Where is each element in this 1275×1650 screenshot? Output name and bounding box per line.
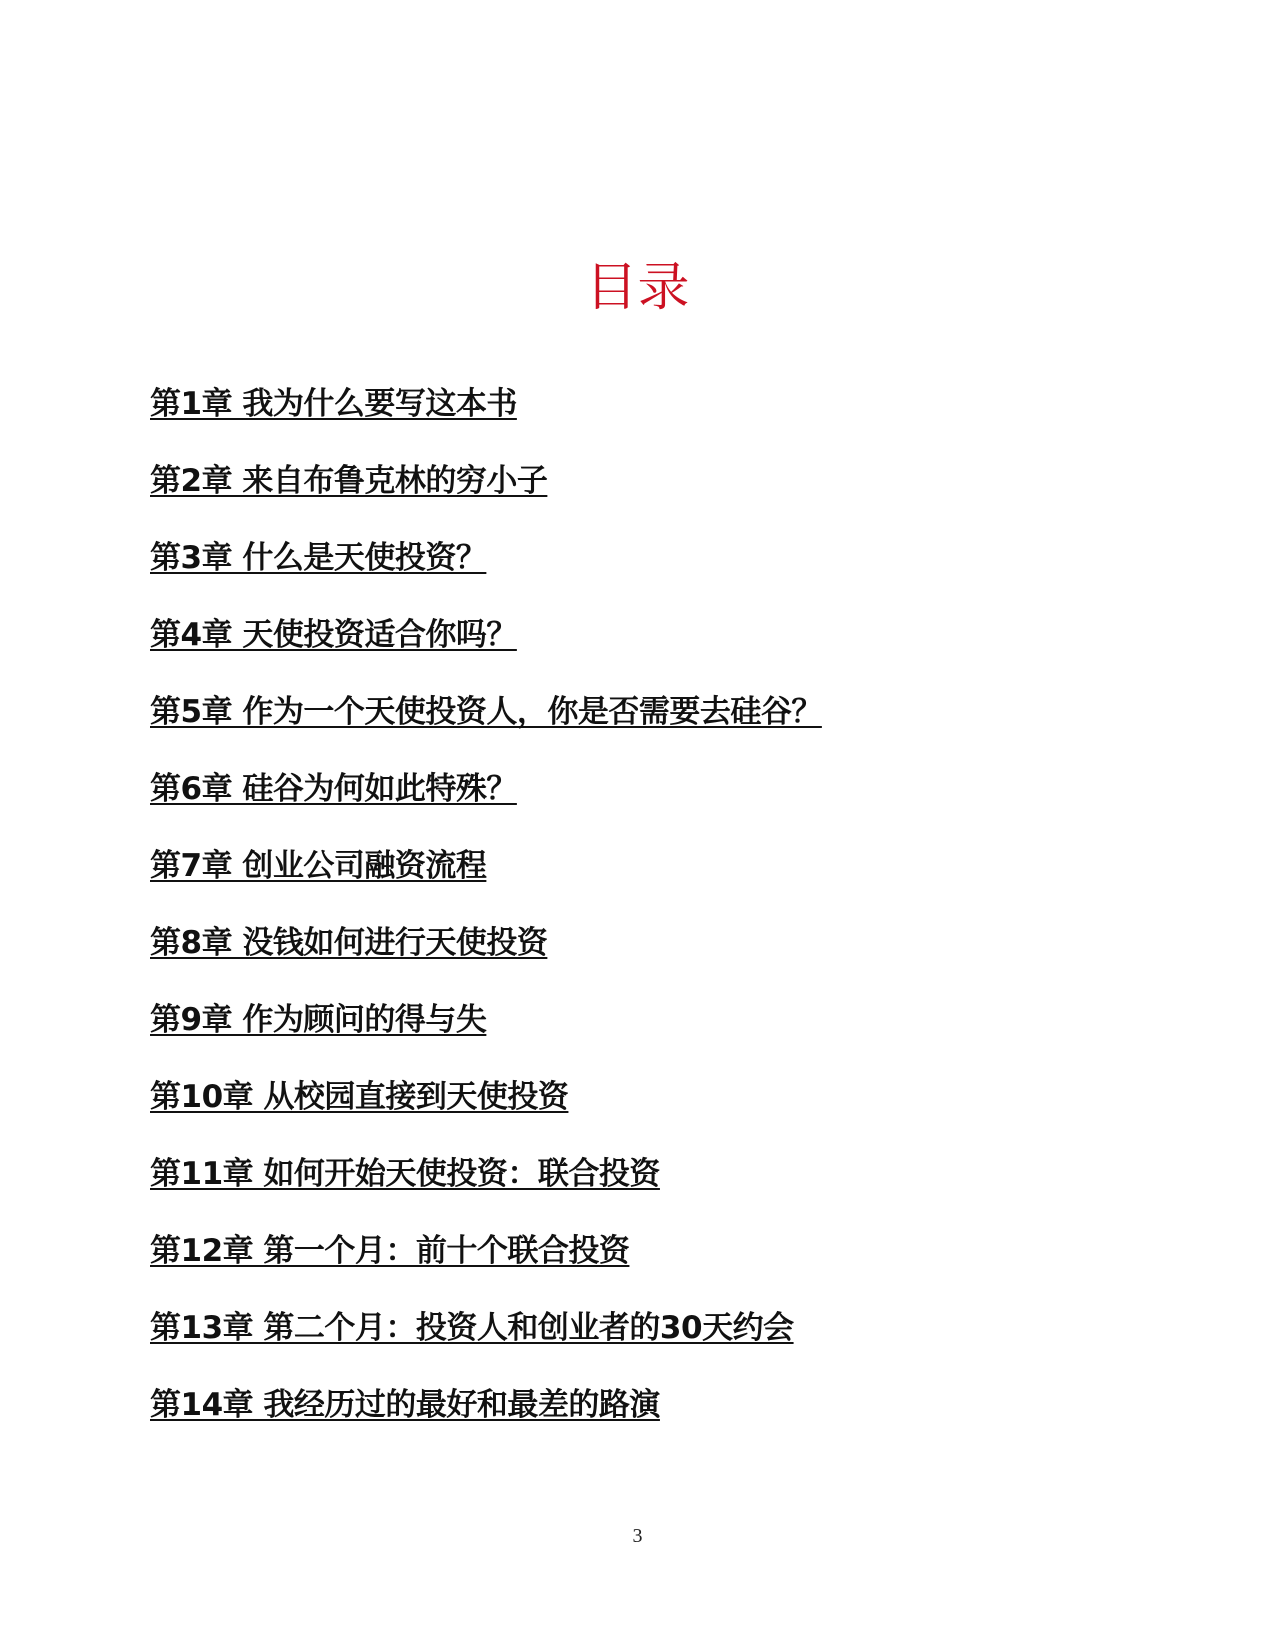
page-title: 目录 xyxy=(585,258,690,318)
toc-entry xyxy=(150,846,822,923)
toc-link-chapter-9[interactable]: 第9章 作为顾问的得与失 xyxy=(150,1002,487,1038)
toc-link-chapter-2[interactable]: 第2章 来自布鲁克林的穷小子 xyxy=(150,463,548,499)
toc-entry xyxy=(150,615,822,692)
toc-link-chapter-6[interactable]: 第6章 硅谷为何如此特殊？ xyxy=(150,771,517,807)
toc-entry xyxy=(150,692,822,769)
toc-link-chapter-4[interactable]: 第4章 天使投资适合你吗？ xyxy=(150,617,517,653)
toc-link-chapter-8[interactable]: 第8章 没钱如何进行天使投资 xyxy=(150,925,548,961)
toc-entry xyxy=(150,384,822,461)
toc-entry xyxy=(150,461,822,538)
toc-entry xyxy=(150,1000,822,1077)
toc-entry xyxy=(150,538,822,615)
toc-link-chapter-1[interactable]: 第1章 我为什么要写这本书 xyxy=(150,386,517,422)
toc-link-chapter-14[interactable]: 第14章 我经历过的最好和最差的路演 xyxy=(150,1387,660,1423)
toc-link-chapter-7[interactable]: 第7章 创业公司融资流程 xyxy=(150,848,487,884)
toc-link-chapter-3[interactable]: 第3章 什么是天使投资？ xyxy=(150,540,487,576)
toc-entry xyxy=(150,1385,822,1462)
page-number: 3 xyxy=(632,1525,643,1547)
toc-entry xyxy=(150,1154,822,1231)
toc-entry xyxy=(150,1077,822,1154)
toc-link-chapter-5[interactable]: 第5章 作为一个天使投资人，你是否需要去硅谷？ xyxy=(150,694,822,730)
toc-entry xyxy=(150,1231,822,1308)
toc-entry xyxy=(150,923,822,1000)
toc-entry xyxy=(150,769,822,846)
toc-entry xyxy=(150,1308,822,1385)
toc-link-chapter-13[interactable]: 第13章 第二个月：投资人和创业者的30天约会 xyxy=(150,1310,794,1346)
table-of-contents xyxy=(150,384,822,1462)
toc-link-chapter-12[interactable]: 第12章 第一个月：前十个联合投资 xyxy=(150,1233,630,1269)
toc-link-chapter-11[interactable]: 第11章 如何开始天使投资：联合投资 xyxy=(150,1156,660,1192)
toc-link-chapter-10[interactable]: 第10章 从校园直接到天使投资 xyxy=(150,1079,569,1115)
